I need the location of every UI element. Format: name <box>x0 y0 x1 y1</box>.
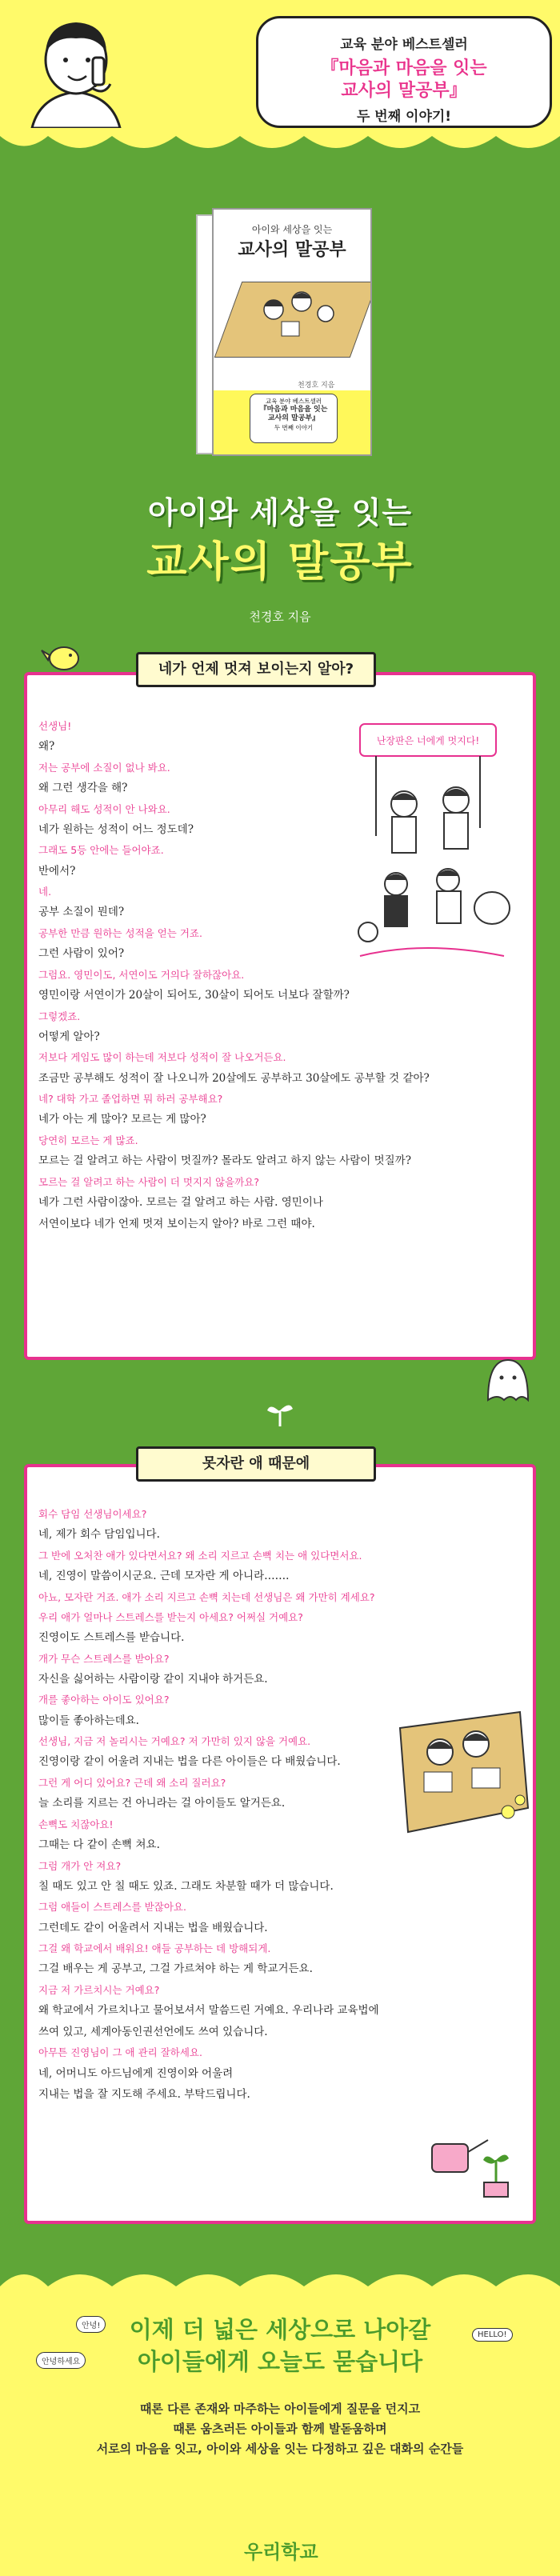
section2-title: 못자란 애 때문에 <box>136 1446 376 1482</box>
dialog-line: 왜 학교에서 가르치나고 물어보셔서 말씀드린 거예요. 우리나라 교육법에 <box>38 2004 379 2018</box>
main-title-line1: 아이와 세상을 잇는 <box>147 495 413 530</box>
publisher-logo: 우리학교 <box>244 2541 318 2563</box>
dialog-line: 개가 무슨 스트레스를 받아요? <box>38 1652 170 1665</box>
dialog-line: 저보다 게임도 많이 하는데 저보다 성적이 잘 나오거든요. <box>38 1051 286 1064</box>
dialog-line: 영민이랑 서연이가 20살이 되어도, 30살이 되어도 너보다 잘할까? <box>38 989 350 1002</box>
bottom-wave <box>0 2254 560 2318</box>
dialog-line: 네? 대학 가고 졸업하면 뭐 하러 공부해요? <box>38 1093 223 1106</box>
dialog-line: 네가 그런 사람이잖아. 모르는 걸 알려고 하는 사람. 영민이나 <box>38 1196 323 1210</box>
class-protest-illustration <box>344 716 528 980</box>
dialog-line: 그런 사람이 있어? <box>38 947 125 961</box>
dialog-line: 공부 소질이 뭔데? <box>38 906 125 919</box>
bubble-line1: 교육 분야 베스트셀러 <box>340 37 468 53</box>
author-credit: 천경호 지음 <box>249 610 311 624</box>
badge-hello-kr2: 안녕하세요 <box>36 2352 86 2369</box>
dialog-line: 저는 공부에 소질이 없나 봐요. <box>38 761 170 774</box>
dialog-line: 반에서? <box>38 864 76 878</box>
badge-hello-en: HELLO! <box>472 2328 513 2342</box>
dialog-line: 네, 어머니도 아드님에게 진영이와 어울려 <box>38 2066 234 2080</box>
bubble-line2b: 교사의 말공부』 <box>341 80 467 101</box>
cover-title-small: 아이와 세상을 잇는 <box>251 224 333 235</box>
dialog-line: 그럼 애들이 스트레스를 받잖아요. <box>38 1901 186 1914</box>
dialog-line: 회수 담임 선생님이세요? <box>38 1508 147 1520</box>
bottom-body1: 때론 다른 존재와 마주하는 아이들에게 질문을 던지고 <box>139 2402 421 2416</box>
dialog-line: 모르는 걸 알려고 하는 사람이 더 멋지지 않을까요? <box>38 1175 259 1188</box>
dialog-line: 진영이랑 같이 어울려 지내는 법을 다른 아이들은 다 배웠습니다. <box>38 1755 341 1769</box>
person-phone-illustration <box>16 8 136 128</box>
sticker-line3: 교사의 말공부』 <box>267 414 320 423</box>
cover-sticker <box>250 394 338 443</box>
dialog-line: 쓰여 있고, 세계아동인권선언에도 쓰여 있습니다. <box>38 2025 268 2038</box>
dialog-line: 개를 좋아하는 아이도 있어요? <box>38 1694 170 1706</box>
bottom-headline2: 아이들에게 오늘도 묻습니다 <box>137 2348 423 2375</box>
sign-text: 난장판은 너에게 멋지다! <box>376 735 480 746</box>
dialog-line: 그런데도 같이 어울려서 지내는 법을 배웠습니다. <box>38 1921 268 1934</box>
dialog-line: 어떻게 알아? <box>38 1030 100 1043</box>
watering-can-illustration <box>416 2112 528 2200</box>
cover-author: 천경호 지음 <box>298 382 335 390</box>
dialog-line: 네, 진영이 말씀이시군요. 근데 모자란 게 아니라……. <box>38 1570 290 1583</box>
dialog-line: 자신을 싫어하는 사람이랑 같이 지내야 하거든요. <box>38 1672 268 1686</box>
dialog-line: 그렇겠죠. <box>38 1010 81 1022</box>
sticker-line1: 교육 분야 베스트셀러 <box>266 398 322 405</box>
dialog-line: 그걸 왜 학교에서 배워요! 애들 공부하는 데 방해되게. <box>38 1942 271 1955</box>
dialog-line: 그런 게 어디 있어요? 근데 왜 소리 질러요? <box>38 1777 226 1790</box>
dialog-line: 지내는 법을 잘 지도해 주세요. 부탁드립니다. <box>38 2088 250 2102</box>
speech-bubble <box>256 16 552 128</box>
book-front <box>212 208 372 456</box>
dialog-line: 그럼 개가 안 져요? <box>38 1859 122 1872</box>
badge-hello-ko: 안녕! <box>76 2316 106 2333</box>
dialog-2 <box>38 1508 379 2110</box>
dialog-line: 많이들 좋아하는데요. <box>38 1714 139 1727</box>
dialog-line: 그걸 배우는 게 공부고, 그걸 가르쳐야 하는 게 학교거든요. <box>38 1962 313 1976</box>
bird-icon <box>40 636 88 676</box>
bottom-headline1: 이제 더 넓은 세상으로 나아갈 <box>129 2316 431 2343</box>
dialog-line: 그 반에 오처찬 애가 있다면서요? 왜 소리 지르고 손뼉 치는 애 있다면서요. <box>38 1549 362 1562</box>
dialog-line: 그때는 다 같이 손뼉 쳐요. <box>38 1838 160 1852</box>
dialog-line: 선생님, 지금 저 놀리시는 거예요? 저 가만히 있지 않을 거예요. <box>38 1735 311 1748</box>
dialog-line: 서연이보다 네가 언제 멋져 보이는지 알아? 바로 그런 때야. <box>38 1217 315 1230</box>
dialog-line: 진영이도 스트레스를 받습니다. <box>38 1631 185 1645</box>
bottom-body3: 서로의 마음을 잇고, 아이와 세상을 잇는 다정하고 깊은 대화의 순간들 <box>96 2442 464 2456</box>
bubble-line2a: 『마음과 마음을 잇는 <box>321 58 487 78</box>
main-title-line2: 교사의 말공부 <box>146 538 414 586</box>
dialog-line: 손뼉도 치잖아요! <box>38 1818 114 1830</box>
dialog-line: 칠 때도 있고 안 칠 때도 있죠. 그래도 차분할 때가 더 많습니다. <box>38 1879 334 1893</box>
dialog-line: 아무튼 진영님이 그 애 관리 잘하세요. <box>38 2046 202 2059</box>
cover-title-big: 교사의 말공부 <box>238 240 346 260</box>
sticker-line2: 『마음과 마음을 잇는 <box>259 405 328 414</box>
book-spine <box>196 214 214 454</box>
dialog-line: 그럼요. 영민이도, 서연이도 거의다 잘하잖아요. <box>38 968 245 981</box>
dialog-line: 조금만 공부해도 성적이 잘 나오니까 20살에도 공부하고 30살에도 공부할 것 같아? <box>38 1071 430 1085</box>
sprout-icon <box>264 1396 296 1428</box>
dialog-line: 그래도 5등 안에는 들어야죠. <box>38 844 164 857</box>
ghost-character-icon <box>480 1352 536 1408</box>
dialog-line: 아뇨, 모자란 거죠. 애가 소리 지르고 손뼉 치는데 선생님은 왜 가만히 계세요? <box>38 1590 375 1603</box>
section1-title: 네가 언제 멋져 보이는지 알아? <box>136 652 376 687</box>
dialog-line: 모르는 걸 알려고 하는 사람이 멋질까? 몰라도 알려고 하지 않는 사람이 멋질까? <box>38 1154 411 1168</box>
sticker-line4: 두 번째 이야기 <box>274 424 314 432</box>
dialog-line: 네가 원하는 성적이 어느 정도데? <box>38 822 194 836</box>
dialog-line: 당연히 모르는 게 많죠. <box>38 1134 138 1146</box>
dialog-line: 선생님! <box>38 720 72 732</box>
dialog-line: 우리 애가 얼마나 스트레스를 받는지 아세요? 어쩌실 거예요? <box>38 1610 303 1623</box>
dialog-line: 늘 소리를 지르는 건 아니라는 걸 아이들도 알거든요. <box>38 1797 286 1810</box>
dialog-line: 왜? <box>38 740 55 754</box>
bubble-line3: 두 번째 이야기! <box>356 109 452 125</box>
cover-kids-illustration <box>246 278 350 350</box>
dialog-line: 네, 제가 회수 담임입니다. <box>38 1528 160 1542</box>
kids-on-mat-illustration <box>376 1680 536 1840</box>
dialog-line: 왜 그런 생각을 해? <box>38 782 128 795</box>
dialog-line: 아무리 해도 성적이 안 나와요. <box>38 802 170 815</box>
bottom-body2: 때론 움츠러든 아이들과 함께 발돋움하며 <box>173 2422 387 2436</box>
dialog-line: 네. <box>38 886 52 898</box>
dialog-line: 지금 저 가르치시는 거예요? <box>38 1984 160 1997</box>
dialog-line: 네가 아는 게 많아? 모르는 게 많아? <box>38 1113 206 1126</box>
book-cover <box>196 208 372 456</box>
dialog-line: 공부한 만큼 원하는 성적을 얻는 거죠. <box>38 926 202 939</box>
